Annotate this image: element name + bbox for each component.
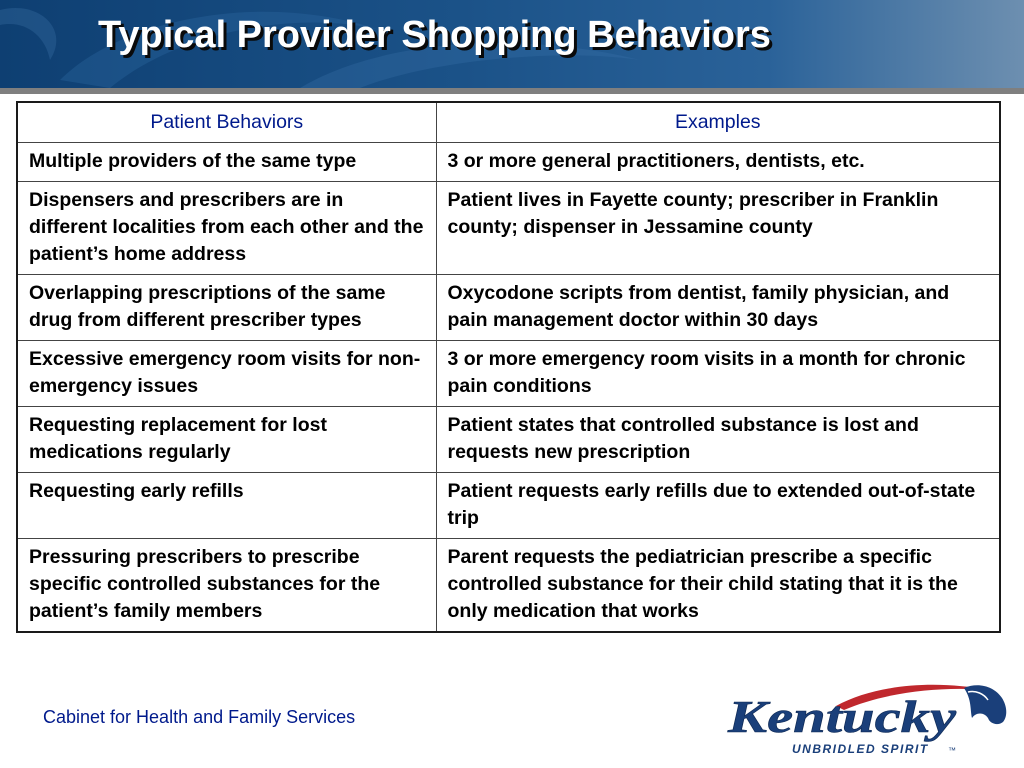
footer-agency-name: Cabinet for Health and Family Services [43, 707, 356, 727]
logo-trademark: ™ [948, 746, 956, 755]
table-row [17, 539, 1000, 633]
example-cell: 3 or more general practitioners, dentists, etc. [436, 143, 1000, 182]
slide-title: Typical Provider Shopping Behaviors [98, 14, 771, 56]
column-header-patient-behaviors: Patient Behaviors [17, 102, 436, 143]
behaviors-table [16, 101, 1001, 633]
table-row [17, 143, 1000, 182]
behavior-cell: Overlapping prescriptions of the same drug from different prescriber types [17, 275, 436, 341]
example-cell: Patient states that controlled substance is lost and requests new prescription [436, 407, 1000, 473]
table-row [17, 182, 1000, 275]
table-row [17, 473, 1000, 539]
table-row [17, 275, 1000, 341]
example-cell: Patient lives in Fayette county; prescriber in Franklin county; dispenser in Jessamine county [436, 182, 1000, 275]
behavior-cell: Dispensers and prescribers are in different localities from each other and the patient’s home address [17, 182, 436, 275]
example-cell: Oxycodone scripts from dentist, family physician, and pain management doctor within 30 days [436, 275, 1000, 341]
behavior-cell: Excessive emergency room visits for non-emergency issues [17, 341, 436, 407]
column-header-examples: Examples [436, 102, 1000, 143]
behavior-cell: Pressuring prescribers to prescribe specific controlled substances for the patient’s family members [17, 539, 436, 633]
behavior-cell: Requesting replacement for lost medications regularly [17, 407, 436, 473]
logo-tagline: UNBRIDLED SPIRIT [792, 742, 929, 756]
table-header-row [17, 102, 1000, 143]
example-cell: Parent requests the pediatrician prescribe a specific controlled substance for their child stating that it is the only medication that works [436, 539, 1000, 633]
example-cell: 3 or more emergency room visits in a month for chronic pain conditions [436, 341, 1000, 407]
table-row [17, 407, 1000, 473]
example-cell: Patient requests early refills due to extended out-of-state trip [436, 473, 1000, 539]
behavior-cell: Requesting early refills [17, 473, 436, 539]
kentucky-unbridled-spirit-logo [726, 680, 1011, 758]
title-banner [0, 0, 1024, 88]
logo-wordmark: Kentucky [726, 691, 957, 742]
behavior-cell: Multiple providers of the same type [17, 143, 436, 182]
table-row [17, 341, 1000, 407]
header-divider [0, 88, 1024, 94]
